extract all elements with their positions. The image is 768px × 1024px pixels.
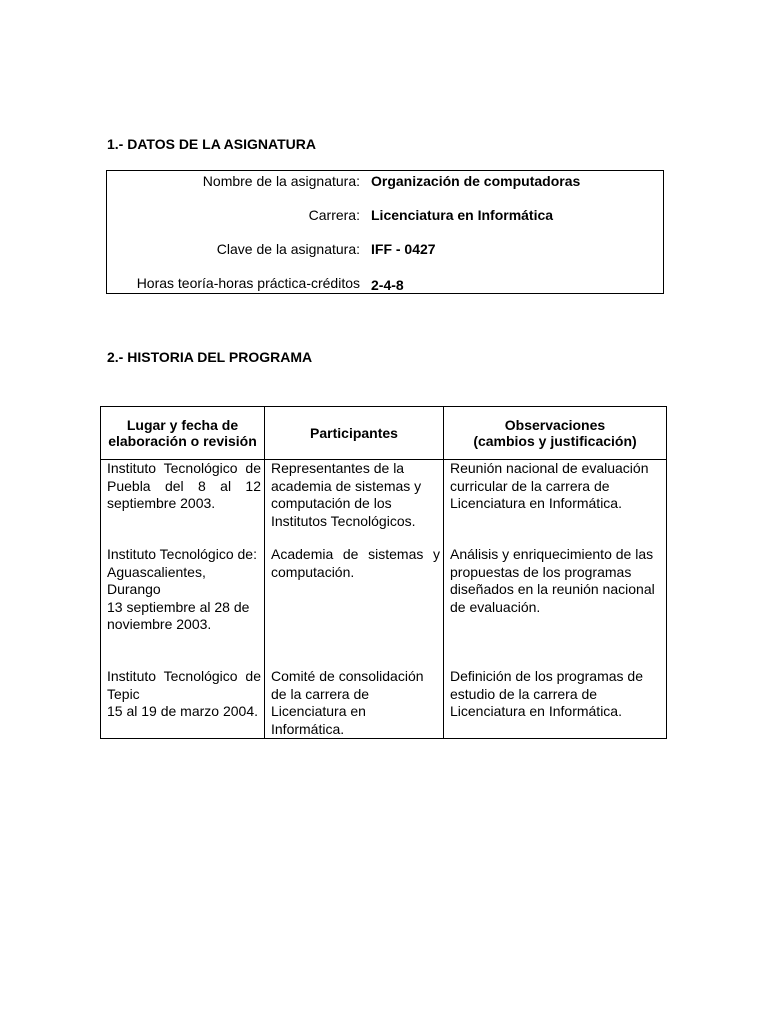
header-lugar: Lugar y fecha de elaboración o revisión [101,407,265,460]
history-table [100,406,667,739]
header-observaciones-line1: Observaciones [504,416,606,433]
info-row-carrera [107,205,663,225]
info-row-horas [107,273,663,293]
section-2-title: 2.- HISTORIA DEL PROGRAMA [107,349,313,365]
participantes-entry: Comité de consolidación de la carrera de Licenciatura en Informática. [271,668,424,737]
info-label: Nombre de la asignatura: [202,173,360,189]
lugar-entry [107,668,261,721]
table-header-row [101,407,667,460]
participantes-entry: Representantes de la academia de sistemas y computación de los Institutos Tecnológicos. [271,460,422,529]
participantes-entry: Academia de sistemas y computación. [271,546,440,580]
info-value: Organización de computadoras [371,173,581,189]
lugar-cell [101,460,265,739]
lugar-entry [107,546,261,668]
info-value: Licenciatura en Informática [371,207,554,223]
observaciones-entry: Reunión nacional de evaluación curricular de la carrera de Licenciatura en Informática. [450,460,649,511]
header-participantes: Participantes [265,407,444,460]
lugar-entry: Instituto Tecnológico de Puebla del 8 al 12 septiembre 2003. [107,460,261,511]
info-label: Clave de la asignatura: [216,241,360,257]
lugar-line: Aguascalientes, Durango [107,563,206,597]
lugar-line: 15 al 19 de marzo 2004. [107,703,258,719]
lugar-line: Instituto Tecnológico de: [107,546,257,562]
info-value: IFF - 0427 [371,241,436,257]
observaciones-entry: Análisis y enriquecimiento de las propuestas de los programas diseñados en la reunión nacional de evaluación. [450,546,655,615]
section-1-title: 1.- DATOS DE LA ASIGNATURA [107,136,316,152]
table-row [101,460,667,739]
header-observaciones-line2: (cambios y justificación) [473,433,637,449]
participantes-cell [265,460,444,739]
subject-data-box [106,170,664,294]
info-row-nombre [107,171,663,191]
observaciones-cell [444,460,667,739]
observaciones-entry: Definición de los programas de estudio de la carrera de Licenciatura en Informática. [450,668,643,719]
info-label: Carrera: [308,207,360,223]
header-observaciones [444,407,667,460]
info-value: 2-4-8 [371,277,404,293]
lugar-line: 13 septiembre al 28 de noviembre 2003. [107,598,250,632]
info-row-clave [107,239,663,259]
info-label: Horas teoría-horas práctica-créditos [136,275,360,291]
lugar-line: Instituto Tecnológico de Tepic [107,668,261,702]
